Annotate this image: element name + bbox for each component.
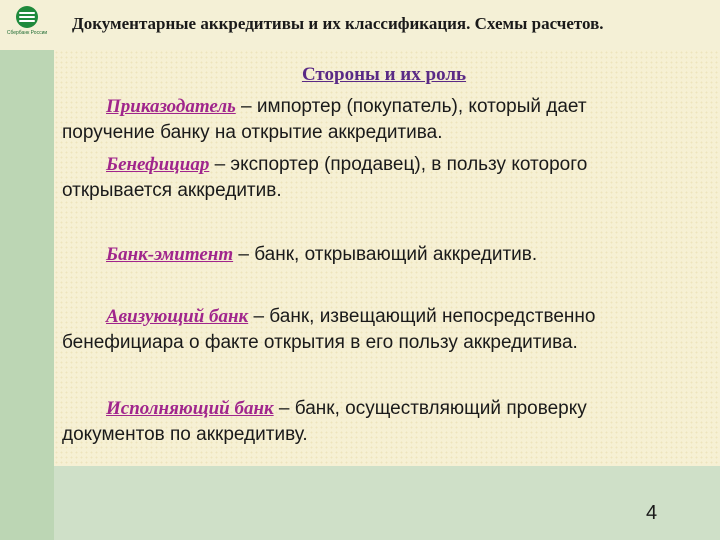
section-heading: Стороны и их роль	[301, 64, 467, 85]
footer-band	[54, 466, 720, 540]
term: Банк-эмитент	[106, 244, 234, 265]
term: Авизующий банк	[106, 306, 249, 327]
definition-item	[62, 94, 682, 146]
content-panel	[54, 50, 720, 466]
definition-item	[62, 242, 682, 268]
definition-text: – импортер (покупатель), который дает поручение банку на открытие аккредитива.	[62, 96, 587, 143]
logo-stripes	[19, 12, 35, 24]
definition-item	[62, 396, 682, 448]
term: Приказодатель	[106, 96, 236, 117]
definition-text: – экспортер (продавец), в пользу которого открывается аккредитив.	[62, 154, 588, 201]
definition-item	[62, 152, 682, 204]
page-number: 4	[646, 502, 658, 524]
slide-title: Документарные аккредитивы и их классификация. Схемы расчетов.	[72, 14, 604, 33]
definition-text: – банк, извещающий непосредственно бенефициара о факте открытия в его пользу аккредитива.	[62, 306, 596, 353]
definition-text: – банк, осуществляющий проверку документов по аккредитиву.	[62, 398, 587, 445]
left-strip	[0, 50, 54, 540]
definition-item	[62, 304, 682, 356]
term: Бенефициар	[106, 154, 210, 175]
logo-text: Сбербанк России	[6, 30, 48, 36]
sberbank-logo-icon	[6, 6, 48, 46]
definition-text: – банк, открывающий аккредитив.	[233, 244, 538, 265]
term: Исполняющий банк	[106, 398, 274, 419]
